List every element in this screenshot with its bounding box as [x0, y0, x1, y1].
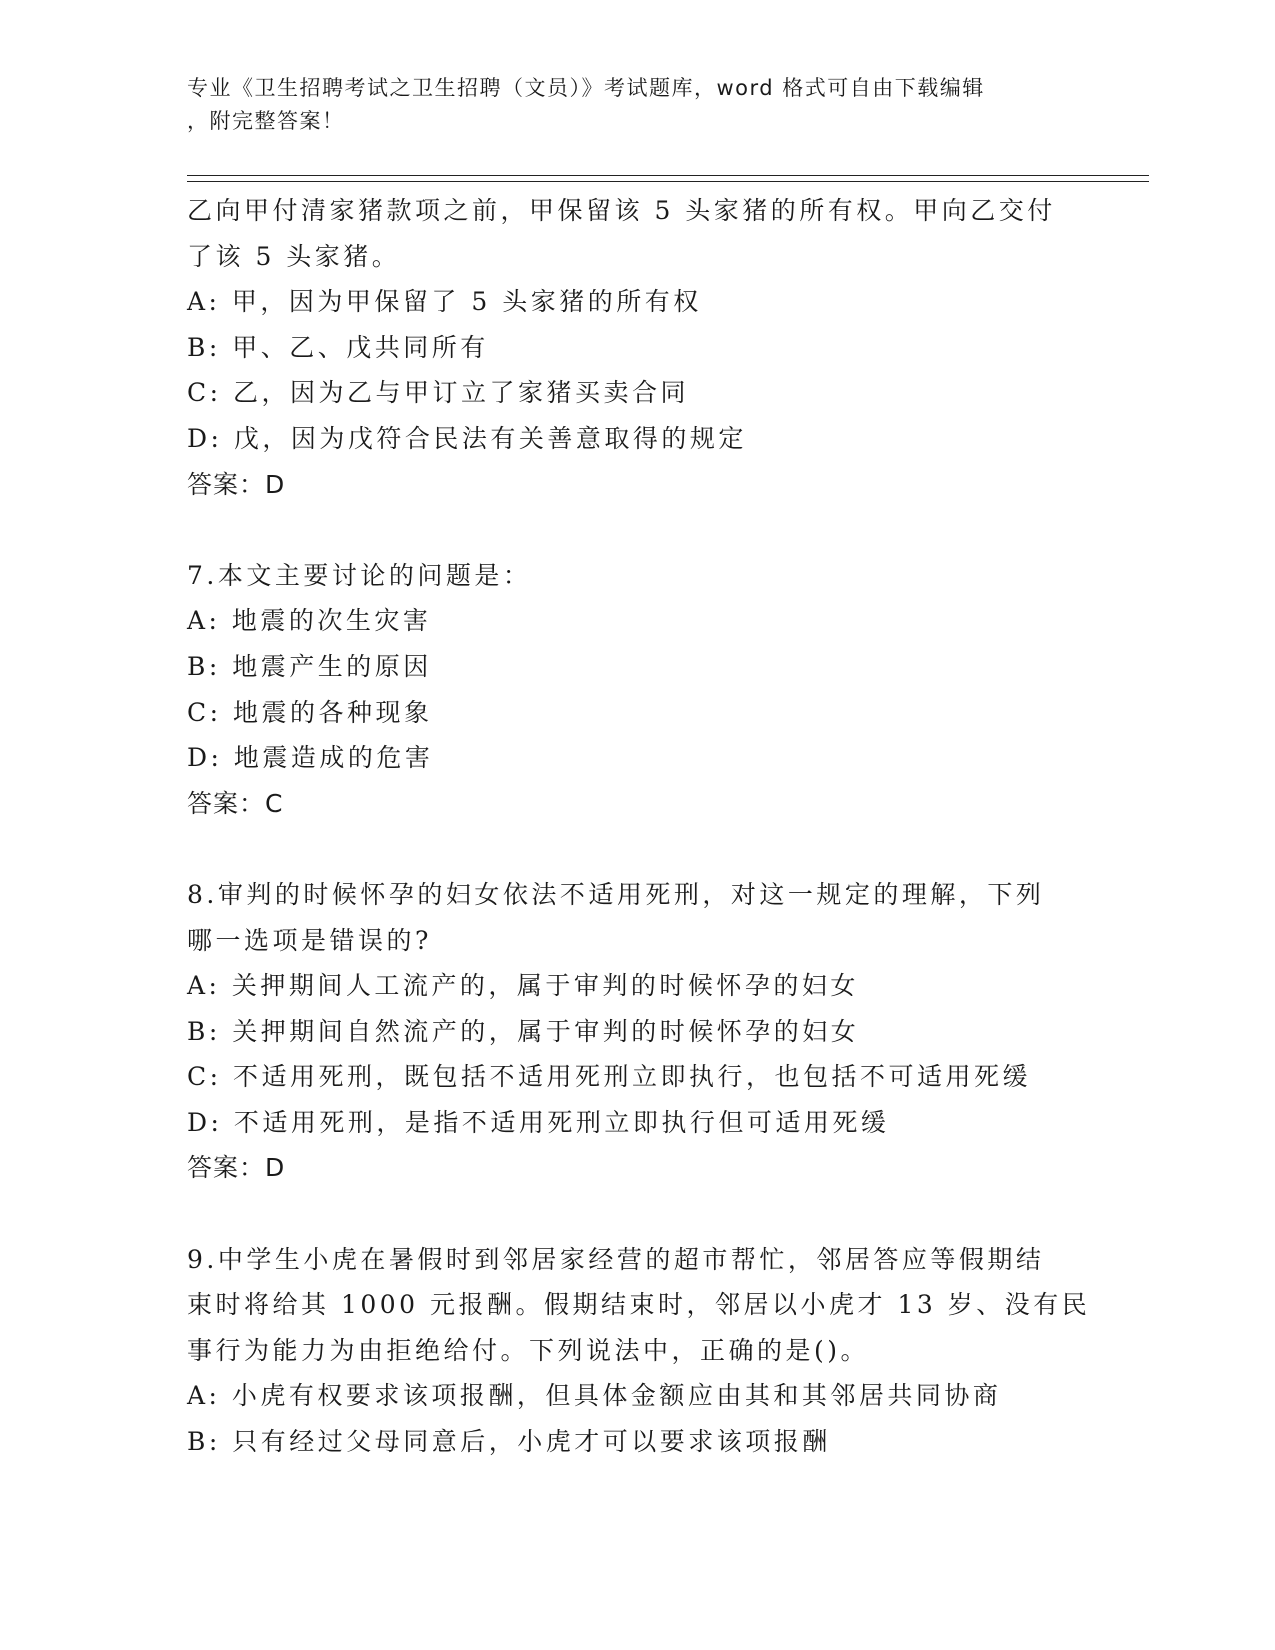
option-b: B: 只有经过父母同意后，小虎才可以要求该项报酬 — [187, 1427, 831, 1457]
document-header — [187, 72, 1067, 138]
question-stem-line: 9.中学生小虎在暑假时到邻居家经营的超市帮忙，邻居答应等假期结 — [187, 1244, 1045, 1274]
answer-line: 答案：D — [187, 469, 286, 499]
option-a: A: 地震的次生灾害 — [187, 606, 432, 636]
header-divider-bottom — [187, 181, 1149, 182]
question-stem-line: 事行为能力为由拒绝给付。下列说法中，正确的是()。 — [187, 1335, 870, 1365]
option-c: C: 乙，因为乙与甲订立了家猪买卖合同 — [187, 378, 689, 408]
answer-line: 答案：D — [187, 1153, 286, 1183]
option-d: D: 地震造成的危害 — [187, 743, 434, 773]
header-line-2: ，附完整答案！ — [187, 109, 345, 133]
question-7 — [187, 553, 1147, 827]
question-stem-line: 了该 5 头家猪。 — [187, 241, 401, 271]
question-stem-line: 束时将给其 1000 元报酬。假期结束时，邻居以小虎才 13 岁、没有民 — [187, 1290, 1091, 1320]
option-c: C: 不适用死刑，既包括不适用死刑立即执行，也包括不可适用死缓 — [187, 1062, 1032, 1092]
question-list — [187, 188, 1147, 1465]
header-line-1: 专业《卫生招聘考试之卫生招聘（文员）》考试题库，word 格式可自由下载编辑 — [187, 76, 985, 100]
option-c: C: 地震的各种现象 — [187, 697, 433, 727]
spacer — [187, 1191, 1147, 1237]
option-a: A: 关押期间人工流产的，属于审判的时候怀孕的妇女 — [187, 971, 859, 1001]
question-stem-line: 乙向甲付清家猪款项之前，甲保留该 5 头家猪的所有权。甲向乙交付 — [187, 196, 1056, 225]
option-b: B: 地震产生的原因 — [187, 651, 432, 681]
answer-line: 答案：C — [187, 788, 284, 818]
question-stem-line: 7.本文主要讨论的问题是： — [187, 560, 532, 590]
spacer — [187, 507, 1147, 553]
question-8 — [187, 872, 1147, 1191]
option-a: A: 小虎有权要求该项报酬，但具体金额应由其和其邻居共同协商 — [187, 1381, 1002, 1411]
question-9 — [187, 1237, 1147, 1465]
question-stem-line: 8.审判的时候怀孕的妇女依法不适用死刑，对这一规定的理解，下列 — [187, 879, 1045, 909]
header-divider-top — [187, 175, 1149, 176]
option-b: B: 关押期间自然流产的，属于审判的时候怀孕的妇女 — [187, 1016, 860, 1046]
question-stem-line: 哪一选项是错误的? — [187, 925, 432, 955]
option-d: D: 不适用死刑，是指不适用死刑立即执行但可适用死缓 — [187, 1107, 890, 1137]
option-a: A: 甲，因为甲保留了 5 头家猪的所有权 — [187, 287, 702, 317]
option-d: D: 戊，因为戊符合民法有关善意取得的规定 — [187, 423, 747, 453]
question-6 — [187, 188, 1147, 507]
option-b: B: 甲、乙、戊共同所有 — [187, 332, 489, 362]
spacer — [187, 826, 1147, 872]
